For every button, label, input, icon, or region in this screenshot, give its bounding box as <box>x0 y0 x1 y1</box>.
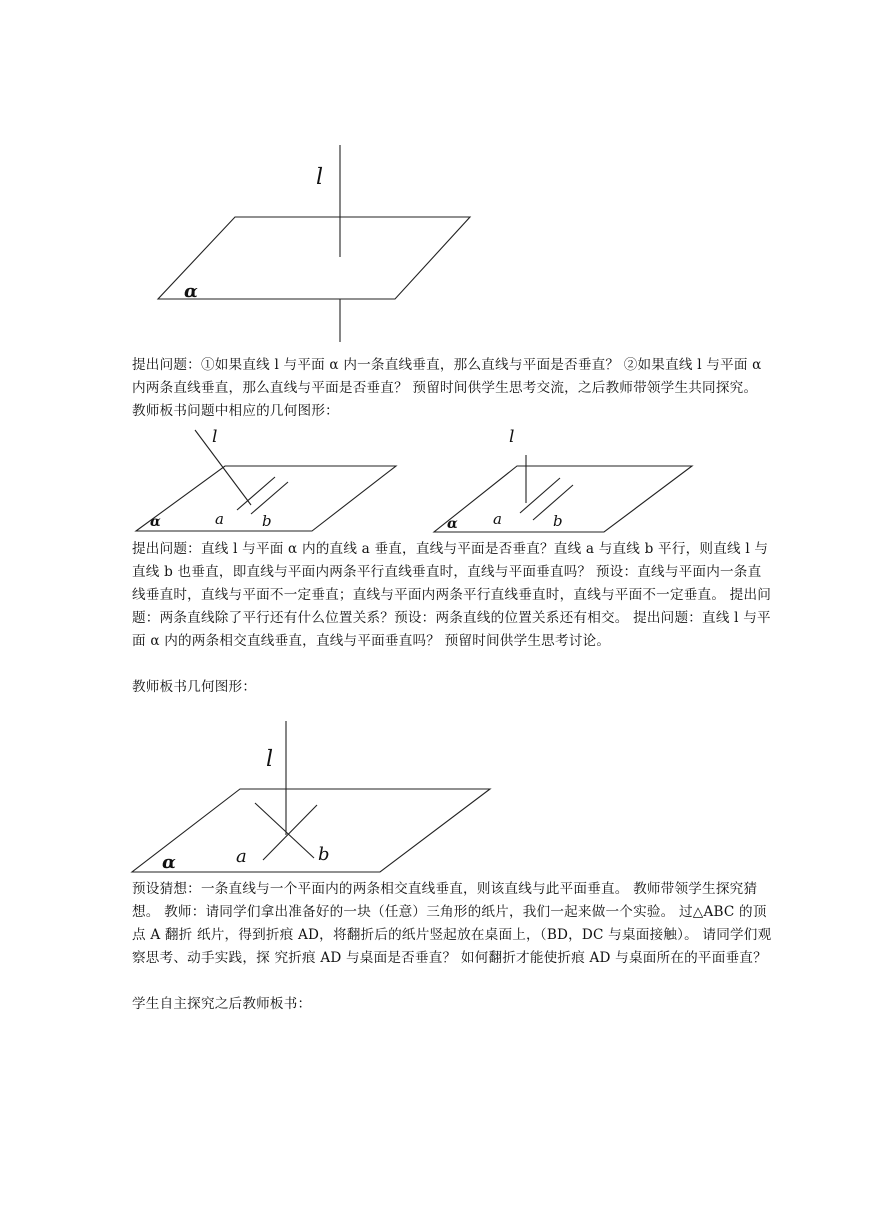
paragraph-board-caption: 教师板书几何图形： <box>132 679 257 695</box>
paragraph-student-explore: 学生自主探究之后教师板书： <box>132 996 312 1012</box>
paragraph-conjecture: 预设猜想：一条直线与一个平面内的两条相交直线垂直，则该直线与此平面垂直。 教师带领学生探究猜想。 教师：请同学们拿出准备好的一块（任意）三角形的纸片，我们一起来做一个实验。 过△ABC 的顶点 A 翻折 纸片，得到折痕 AD，将翻折后的纸片竖起放在桌面上，（BD，DC 与桌面接触）。 请同学们观察思考、动手实践，探 究折痕 AD 与桌面是否垂直？ 如何翻折才能使折痕 AD 与桌面所在的平面垂直？ <box>132 881 772 966</box>
label-l: l <box>316 165 324 190</box>
label-a: a <box>493 510 502 528</box>
label-b: b <box>318 844 330 865</box>
label-alpha: α <box>447 516 458 532</box>
label-l: l <box>266 747 274 772</box>
line-a <box>263 805 317 860</box>
plane-alpha <box>132 789 490 872</box>
label-a: a <box>236 846 247 867</box>
paragraph-question-1: 提出问题：①如果直线 l 与平面 α 内一条直线垂直，那么直线与平面是否垂直？ ②如果直线 l 与平面 α 内两条直线垂直，那么直线与平面是否垂直？ 预留时间供学生思考交流，之后教师带领学生共同探究。 教师板书问题中相应的几何图形： <box>132 357 762 419</box>
label-b: b <box>553 512 563 530</box>
paragraph-question-2: 提出问题：直线 l 与平面 α 内的直线 a 垂直，直线与平面是否垂直？直线 a 与直线 b 平行，则直线 l 与直线 b 也垂直，即直线与平面内两条平行直线垂直时，直线与平面垂直吗？ 预设：直线与平面内一条直线垂直时，直线与平面不一定垂直；直线与平面内两条平行直线垂直时，直线与平面不一定垂直。 提出问题：两条直线除了平行还有什么位置关系？预设：两条直线的位置关系还有相交。 提出问题：直线 l 与平面 α 内的两条相交直线垂直，直线与平面垂直吗？ 预留时间供学生思考讨论。 <box>132 541 772 649</box>
label-alpha: α <box>162 852 176 873</box>
label-l: l <box>212 427 218 447</box>
label-a: a <box>215 510 224 528</box>
label-alpha: α <box>150 514 161 530</box>
line-b <box>255 803 314 858</box>
label-b: b <box>262 512 272 530</box>
label-l: l <box>509 427 515 447</box>
label-alpha: α <box>184 281 198 302</box>
